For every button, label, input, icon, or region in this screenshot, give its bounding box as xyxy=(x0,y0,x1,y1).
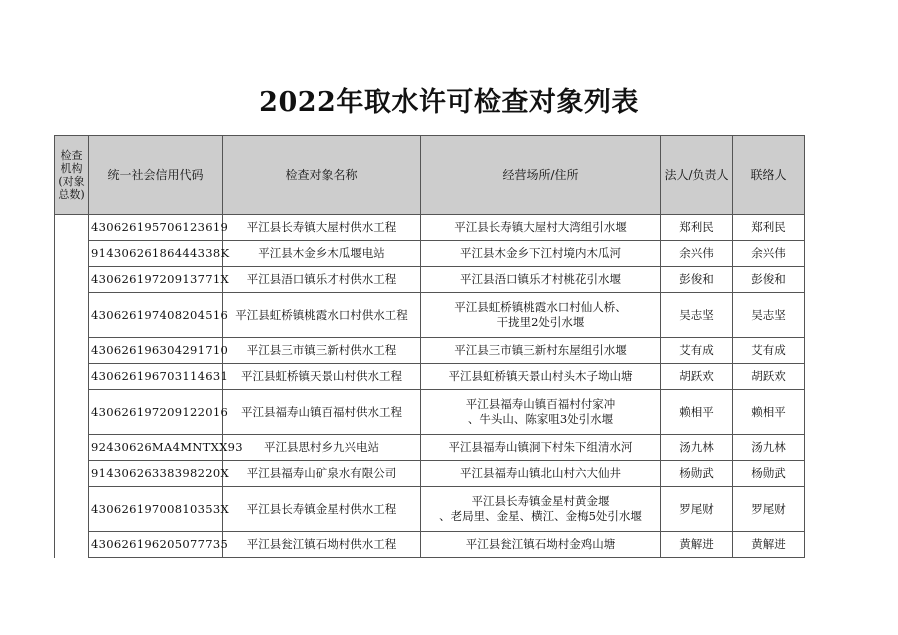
name-cell: 平江县瓮江镇石坳村供水工程 xyxy=(223,532,421,558)
header-legal: 法人/负责人 xyxy=(661,136,733,215)
contact-cell: 吴志坚 xyxy=(733,293,805,338)
contact-cell: 余兴伟 xyxy=(733,241,805,267)
name-cell: 平江县三市镇三新村供水工程 xyxy=(223,338,421,364)
code-cell: 430626196703114631 xyxy=(89,364,223,390)
legal-cell: 赖相平 xyxy=(661,390,733,435)
address-cell xyxy=(421,532,661,558)
contact-cell: 赖相平 xyxy=(733,390,805,435)
name-cell: 平江县福寿山镇百福村供水工程 xyxy=(223,390,421,435)
page-title: 2022年取水许可检查对象列表 xyxy=(259,87,639,118)
legal-cell: 彭俊和 xyxy=(661,267,733,293)
name-cell: 平江县浯口镇乐才村供水工程 xyxy=(223,267,421,293)
header-org-line: 机构 xyxy=(60,162,83,175)
contact-cell: 杨勋武 xyxy=(733,461,805,487)
name-cell: 平江县思村乡九兴电站 xyxy=(223,435,421,461)
table-row xyxy=(55,338,805,364)
address-line: 平江县长寿镇金星村黄金堰 xyxy=(471,494,610,508)
table-row xyxy=(55,487,805,532)
table-row xyxy=(55,215,805,241)
name-cell: 平江县木金乡木瓜堰电站 xyxy=(223,241,421,267)
table-row xyxy=(55,435,805,461)
table-row xyxy=(55,241,805,267)
name-cell: 平江县长寿镇金星村供水工程 xyxy=(223,487,421,532)
legal-cell: 郑利民 xyxy=(661,215,733,241)
code-cell: 91430626338398220X xyxy=(89,461,223,487)
header-org-line: (对象 xyxy=(58,175,85,188)
address-line: 平江县福寿山镇洞下村朱下组清水河 xyxy=(448,440,633,454)
address-cell xyxy=(421,390,661,435)
contact-cell: 胡跃欢 xyxy=(733,364,805,390)
contact-cell: 汤九林 xyxy=(733,435,805,461)
legal-cell: 罗尾财 xyxy=(661,487,733,532)
contact-cell: 黄解进 xyxy=(733,532,805,558)
table-body xyxy=(55,215,805,558)
legal-cell: 余兴伟 xyxy=(661,241,733,267)
address-line: 平江县瓮江镇石坳村金鸡山塘 xyxy=(465,537,616,551)
legal-cell: 艾有成 xyxy=(661,338,733,364)
inspection-table xyxy=(54,135,805,558)
code-cell: 430626195706123619 xyxy=(89,215,223,241)
address-line: 平江县福寿山镇百福村付家冲 xyxy=(465,397,616,411)
code-cell: 92430626MA4MNTXX93 xyxy=(89,435,223,461)
address-line: 平江县虹桥镇桃霞水口村仙人桥、 xyxy=(454,300,627,314)
address-cell xyxy=(421,241,661,267)
name-cell: 平江县福寿山矿泉水有限公司 xyxy=(223,461,421,487)
contact-cell: 罗尾财 xyxy=(733,487,805,532)
legal-cell: 吴志坚 xyxy=(661,293,733,338)
address-cell xyxy=(421,435,661,461)
legal-cell: 黄解进 xyxy=(661,532,733,558)
header-address: 经营场所/住所 xyxy=(421,136,661,215)
table-row xyxy=(55,364,805,390)
name-cell: 平江县长寿镇大屋村供水工程 xyxy=(223,215,421,241)
address-cell xyxy=(421,487,661,532)
address-line: 平江县三市镇三新村东屋组引水堰 xyxy=(454,343,627,357)
legal-cell: 杨勋武 xyxy=(661,461,733,487)
address-cell xyxy=(421,364,661,390)
table-row xyxy=(55,461,805,487)
legal-cell: 汤九林 xyxy=(661,435,733,461)
address-line: 、牛头山、陈家咀3处引水堰 xyxy=(467,412,614,426)
name-cell: 平江县虹桥镇桃霞水口村供水工程 xyxy=(223,293,421,338)
code-cell: 43062619700810353X xyxy=(89,487,223,532)
address-cell xyxy=(421,461,661,487)
table-row xyxy=(55,293,805,338)
address-cell xyxy=(421,267,661,293)
code-cell: 430626197209122016 xyxy=(89,390,223,435)
contact-cell: 艾有成 xyxy=(733,338,805,364)
address-line: 干拢里2处引水堰 xyxy=(496,315,585,329)
header-org-line: 总数) xyxy=(58,188,85,201)
table-row xyxy=(55,267,805,293)
address-line: 平江县浯口镇乐才村桃花引水堰 xyxy=(460,272,621,286)
address-line: 、老局里、金星、横江、金梅5处引水堰 xyxy=(439,509,642,523)
address-line: 平江县长寿镇大屋村大湾组引水堰 xyxy=(454,220,627,234)
org-cell xyxy=(55,215,89,558)
address-line: 平江县福寿山镇北山村六大仙井 xyxy=(460,466,621,480)
header-name: 检查对象名称 xyxy=(223,136,421,215)
table-row xyxy=(55,532,805,558)
name-cell: 平江县虹桥镇天景山村供水工程 xyxy=(223,364,421,390)
contact-cell: 彭俊和 xyxy=(733,267,805,293)
table-header-row xyxy=(55,136,805,215)
code-cell: 43062619720913771X xyxy=(89,267,223,293)
header-contact: 联络人 xyxy=(733,136,805,215)
table-row xyxy=(55,390,805,435)
address-cell xyxy=(421,215,661,241)
header-org xyxy=(55,136,89,215)
address-line: 平江县木金乡下江村境内木瓜河 xyxy=(460,246,621,260)
code-cell: 430626196205077735 xyxy=(89,532,223,558)
header-org-line: 检查 xyxy=(60,149,83,162)
contact-cell: 郑利民 xyxy=(733,215,805,241)
header-code: 统一社会信用代码 xyxy=(89,136,223,215)
code-cell: 430626197408204516 xyxy=(89,293,223,338)
address-line: 平江县虹桥镇天景山村头木子坳山塘 xyxy=(448,369,633,383)
code-cell: 430626196304291710 xyxy=(89,338,223,364)
address-cell xyxy=(421,338,661,364)
legal-cell: 胡跃欢 xyxy=(661,364,733,390)
address-cell xyxy=(421,293,661,338)
code-cell: 91430626186444338K xyxy=(89,241,223,267)
